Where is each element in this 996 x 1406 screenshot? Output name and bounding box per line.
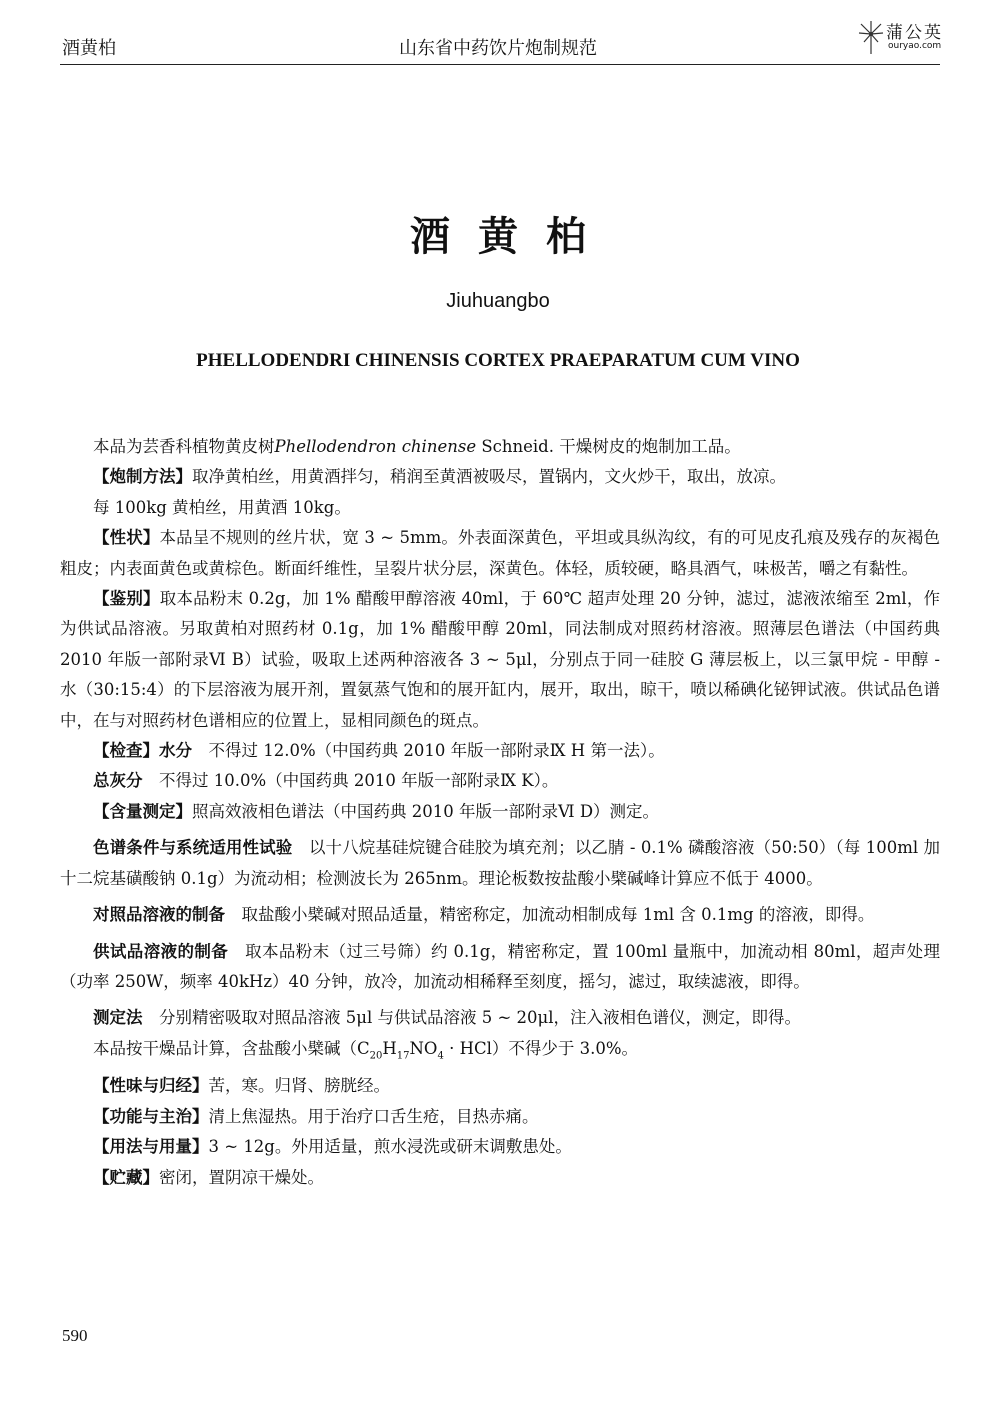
monograph-body <box>60 432 940 1193</box>
pinyin-name: Jiuhuangbo <box>446 290 550 312</box>
dandelion-icon <box>858 20 884 54</box>
logo-url: ouryao.com <box>888 41 942 51</box>
page-number: 590 <box>62 1326 88 1345</box>
assay-section: 【含量测定】照高效液相色谱法（中国药典 2010 年版一部附录Ⅵ D）测定。 <box>93 801 660 821</box>
running-header-left: 酒黄柏 <box>62 38 116 59</box>
latin-name: PHELLODENDRI CHINENSIS CORTEX PRAEPARATUM CUM VINO <box>196 350 800 371</box>
publisher-logo <box>858 18 954 58</box>
nature-meridian-section: 【性味与归经】苦，寒。归肾、膀胱经。 <box>93 1076 390 1096</box>
processing-section: 【炮制方法】取净黄柏丝，用黄酒拌匀，稍润至黄酒被吸尽，置锅内，文火炒干，取出，放凉。 <box>93 467 786 487</box>
content-requirement: 本品按干燥品计算，含盐酸小檗碱$(C_{20}H_{17}NO_4 \cdot HCl)$不得少于 3.0%。 <box>93 1038 639 1062</box>
chromatography-conditions: 色谱条件与系统适用性试验 以十八烷基硅烷键合硅胶为填充剂；以乙腈 - 0.1% 磷酸溶液（50:50）（每 100ml 加十二烷基磺酸钠 0.1g）为流动相；检测波长为 265nm。理论板数按盐酸小檗碱峰计算应不低于 4000。 <box>60 838 941 888</box>
storage-section: 【贮藏】密闭，置阴凉干燥处。 <box>93 1167 324 1187</box>
header-divider <box>60 64 940 65</box>
identification-section: 【鉴别】取本品粉末 0.2g，加 1% 醋酸甲醇溶液 40ml，于 60℃ 超声处理 20 分钟，滤过，滤液浓缩至 2ml，作为供试品溶液。另取黄柏对照药材 0.1g，加 1% 醋酸甲醇 20ml，同法制成对照药材溶液。照薄层色谱法（中国药典 2010 年版一部附录Ⅵ B）试验，吸取上述两种溶液各 3 ~ 5μl，分别点于同一硅胶 G 薄层板上，以三氯甲烷 - 甲醇 - 水（30:15:4）的下层溶液为展开剂，置氨蒸气饱和的展开缸内，展开，取出，晾干，喷以稀碘化铋钾试液。供试品色谱中，在与对照药材色谱相应的位置上，显相同颜色的斑点。 <box>60 589 941 730</box>
page-title: 酒黄柏 <box>410 214 614 260</box>
usage-dosage-section: 【用法与用量】3 ~ 12g。外用适量，煎水浸洗或研末调敷患处。 <box>93 1137 572 1157</box>
sample-solution: 供试品溶液的制备 取本品粉末（过三号筛）约 0.1g，精密称定，置 100ml 量瓶中，加流动相 80ml，超声处理（功率 250W，频率 40kHz）40 分钟，放冷，加流动相稀释至刻度，摇匀，滤过，取续滤液，即得。 <box>60 941 940 991</box>
intro-paragraph: 本品为芸香科植物黄皮树Phellodendron chinense Schneid. 干燥树皮的炮制加工品。 <box>93 437 741 456</box>
measurement-method: 测定法 分别精密吸取对照品溶液 5μl 与供试品溶液 5 ~ 20μl，注入液相色谱仪，测定，即得。 <box>93 1008 802 1028</box>
description-section: 【性状】本品呈不规则的丝片状，宽 3 ~ 5mm。外表面深黄色，平坦或具纵沟纹，有的可见皮孔痕及残存的灰褐色粗皮；内表面黄色或黄棕色。断面纤维性，呈裂片状分层，深黄色。体轻，质较硬，略具酒气，味极苦，嚼之有黏性。 <box>60 528 941 578</box>
reference-solution: 对照品溶液的制备 取盐酸小檗碱对照品适量，精密称定，加流动相制成每 1ml 含 0.1mg 的溶液，即得。 <box>93 905 875 925</box>
running-header-title: 山东省中药饮片炮制规范 <box>399 38 597 59</box>
inspection-water: 【检查】水分 不得过 12.0%（中国药典 2010 年版一部附录Ⅸ H 第一法）。 <box>93 741 665 761</box>
logo-text: 蒲公英 <box>886 23 943 43</box>
inspection-ash: 总灰分 不得过 10.0%（中国药典 2010 年版一部附录Ⅸ K）。 <box>93 771 559 791</box>
ratio-line: 每 100kg 黄柏丝，用黄酒 10kg。 <box>93 497 351 517</box>
function-indication-section: 【功能与主治】清上焦湿热。用于治疗口舌生疮，目热赤痛。 <box>93 1106 539 1126</box>
